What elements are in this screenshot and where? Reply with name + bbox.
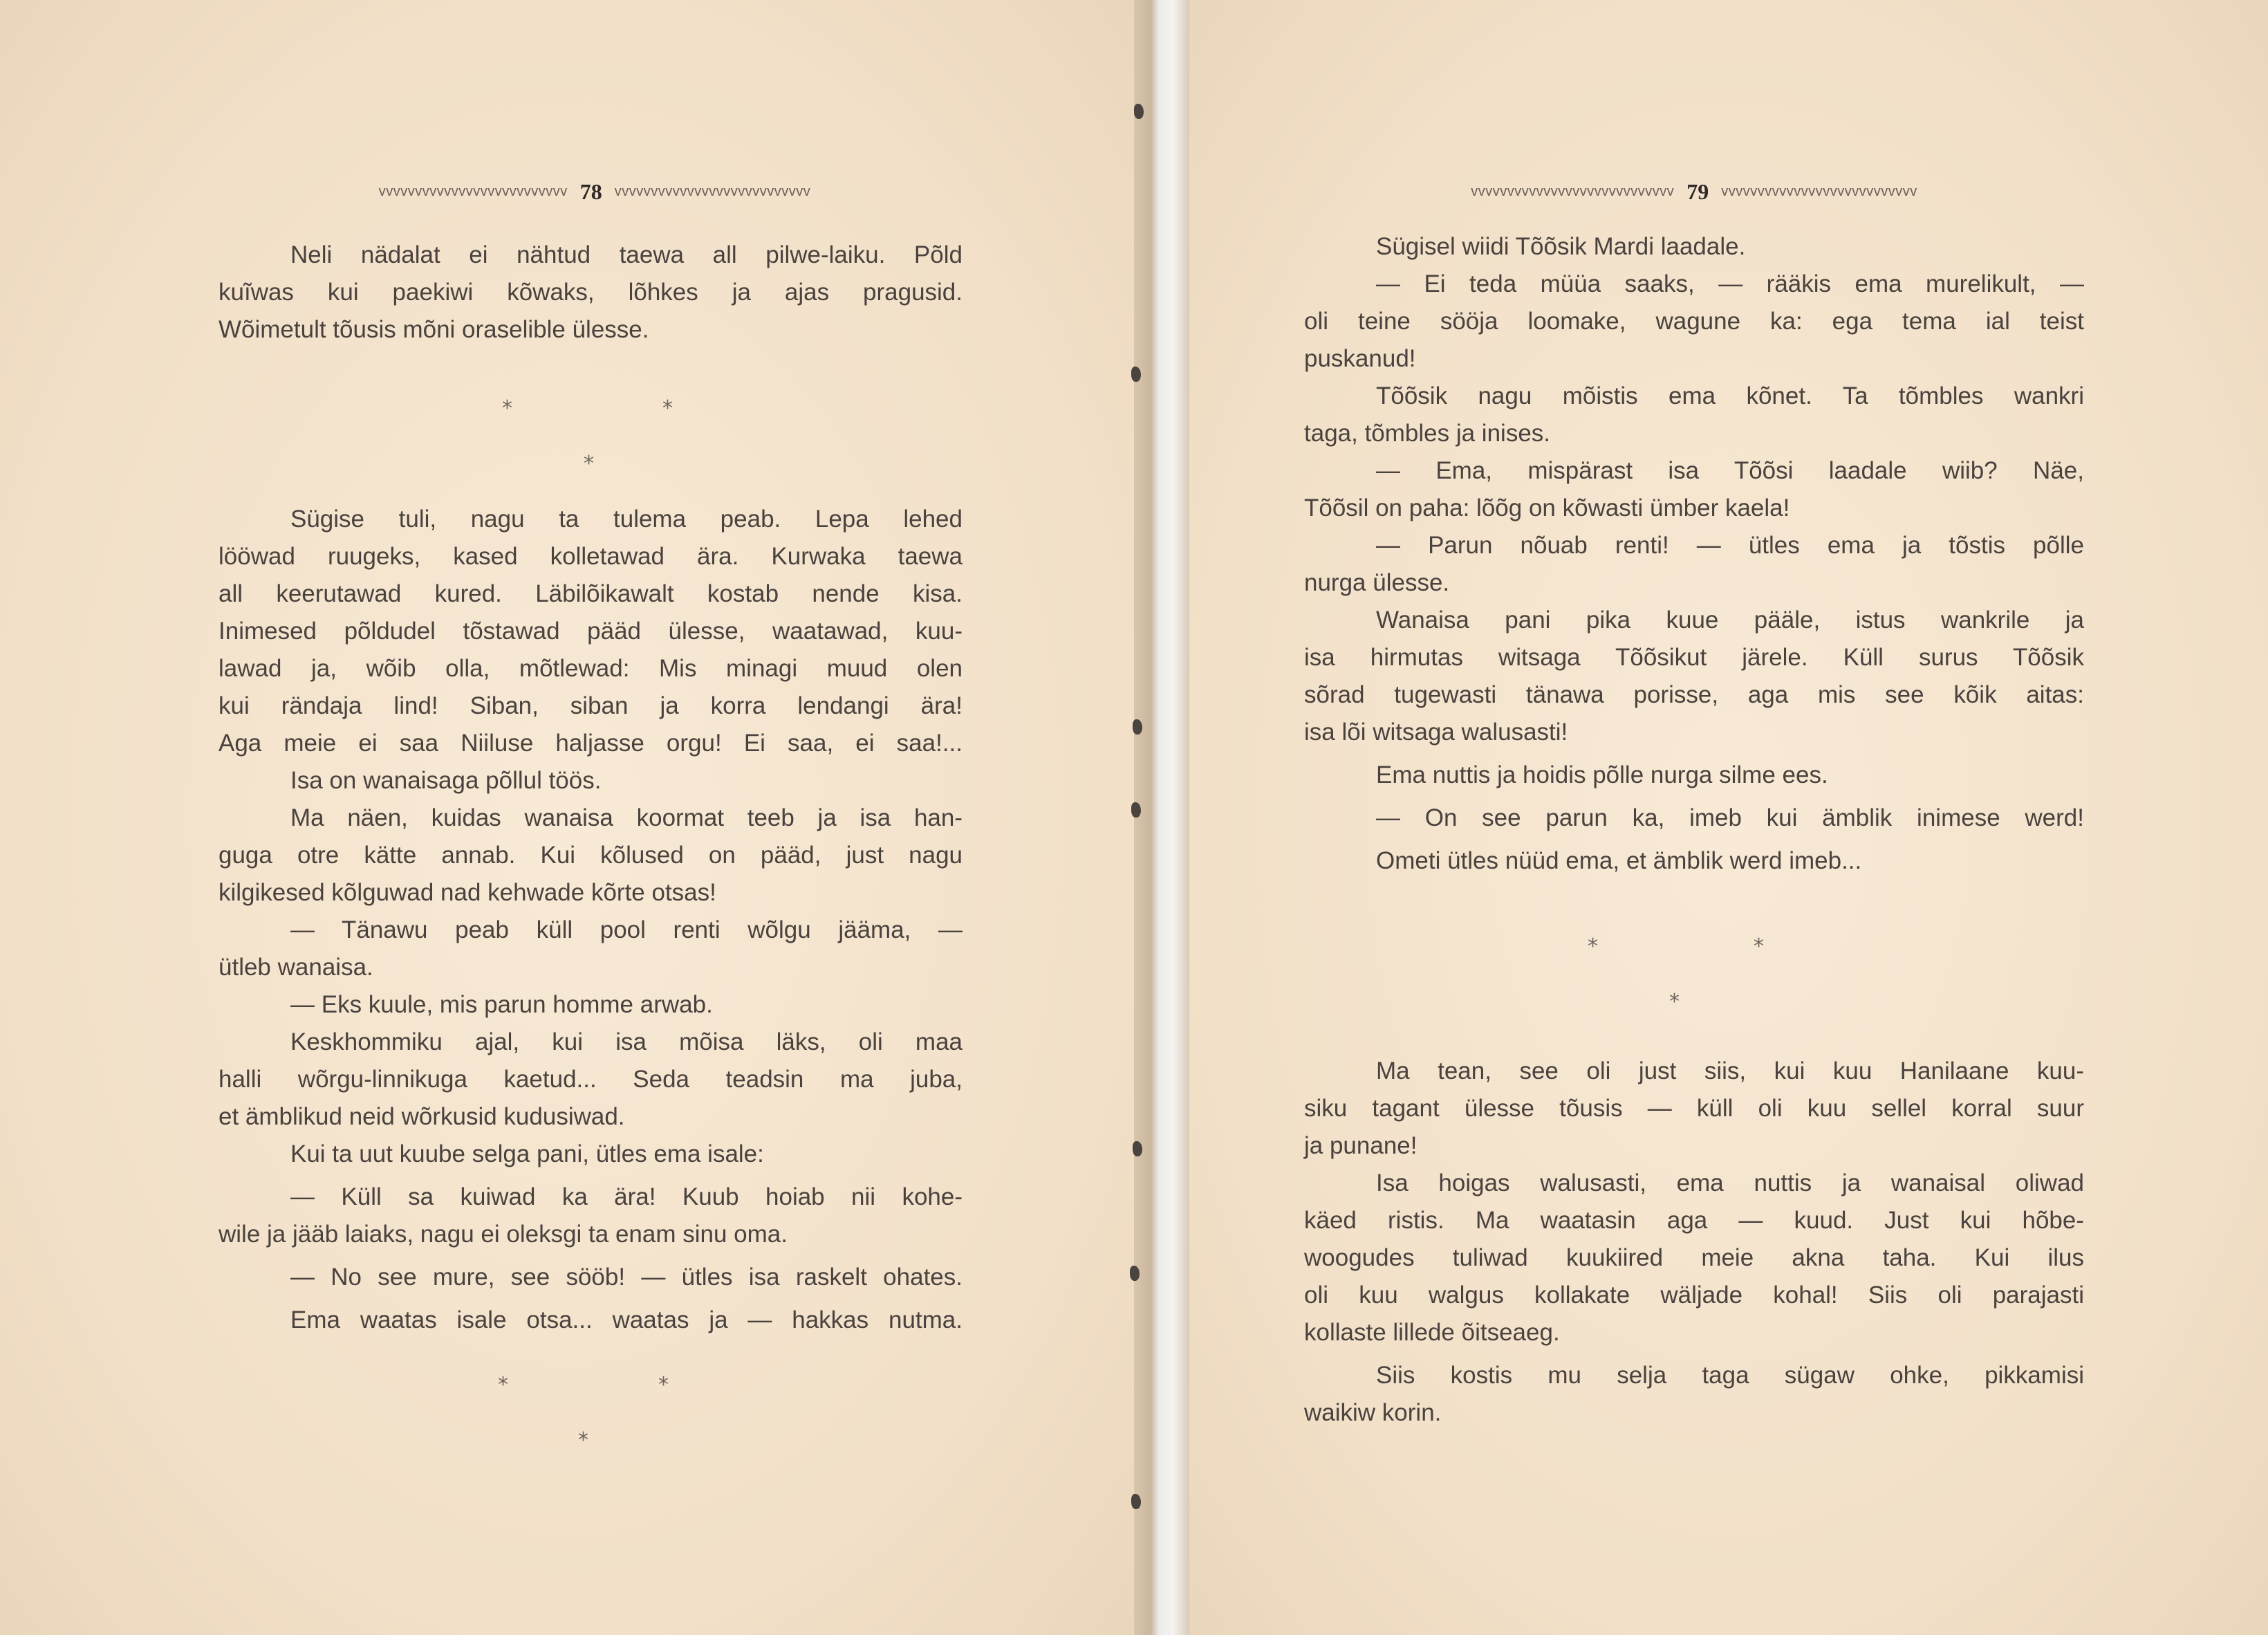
text-line: Ma näen, kuidas wanaisa koormat teeb ja isa han- bbox=[290, 804, 963, 831]
text-line: Isa hoigas walusasti, ema nuttis ja wanaisal oliwad bbox=[1376, 1170, 2084, 1197]
text-line: käed ristis. Ma waatasin aga — kuud. Just kui hõbe- bbox=[1304, 1207, 2084, 1234]
binding-thread bbox=[1133, 1141, 1142, 1156]
section-separator bbox=[219, 349, 963, 501]
text-line: nurga ülesse. bbox=[1304, 569, 1450, 596]
text-line: guga otre kätte annab. Kui kõlused on pääd, just nagu bbox=[219, 842, 963, 869]
text-line: — Tänawu peab küll pool renti wõlgu jääma, — bbox=[290, 916, 963, 943]
text-line: siku tagant ülesse tõusis — küll oli kuu sellel korral suur bbox=[1304, 1095, 2084, 1122]
text-line: Tõõsil on paha: lõõg on kõwasti ümber kaela! bbox=[1304, 495, 1790, 521]
header-ornament: vvvvvvvvvvvvvvvvvvvvvvvvvvv bbox=[614, 183, 811, 199]
text-line: Aga meie ei saa Niiluse haljasse orgu! Ei saa, ei saa!... bbox=[219, 730, 963, 757]
text-line: Tõõsik nagu mõistis ema kõnet. Ta tõmbles wankri bbox=[1376, 382, 2084, 409]
text-line: — No see mure, see sööb! — ütles isa raskelt ohates. bbox=[290, 1264, 963, 1291]
text-line: Keskhommiku ajal, kui isa mõisa läks, oli maa bbox=[290, 1028, 963, 1055]
text-line: Ma tean, see oli just siis, kui kuu Hanilaane kuu- bbox=[1376, 1057, 2084, 1084]
header-ornament: vvvvvvvvvvvvvvvvvvvvvvvvvv bbox=[378, 183, 568, 199]
text-line: taga, tõmbles ja inises. bbox=[1304, 420, 1551, 447]
page-number: 79 bbox=[1686, 178, 1709, 204]
binding-thread bbox=[1130, 1266, 1140, 1281]
text-line: et ämblikud neid wõrkusid kudusiwad. bbox=[219, 1103, 625, 1130]
binding-thread bbox=[1131, 802, 1141, 818]
text-line: waikiw korin. bbox=[1304, 1399, 1442, 1426]
text-line: lööwad ruugeks, kased kolletawad ära. Kurwaka taewa bbox=[219, 543, 963, 570]
text-line: sõrad tugewasti tänawa porisse, aga mis see kõik aitas: bbox=[1304, 681, 2084, 708]
text-line: — Küll sa kuiwad ka ära! Kuub hoiab nii kohe- bbox=[290, 1183, 963, 1210]
text-line: woogudes tuliwad kuukiired meie akna taha. Kui ilus bbox=[1304, 1244, 2084, 1271]
asterisk: * bbox=[502, 396, 512, 421]
text-line: oli teine sööja loomake, wagune ka: ega tema ial teist bbox=[1304, 308, 2084, 335]
asterisk: * bbox=[1669, 990, 1680, 1014]
text-line: kollaste lillede õitseaeg. bbox=[1304, 1319, 1560, 1346]
asterisk: * bbox=[1588, 934, 1598, 959]
binding-thread bbox=[1131, 367, 1141, 382]
text-line: lawad ja, wõib olla, mõtlewad: Mis minagi muud olen bbox=[219, 655, 963, 682]
text-line: wile ja jääb laiaks, nagu ei oleksgi ta enam sinu oma. bbox=[219, 1221, 788, 1248]
text-line: — Ei teda müüa saaks, — rääkis ema murelikult, — bbox=[1376, 270, 2084, 297]
asterisk: * bbox=[584, 452, 594, 476]
binding-thread bbox=[1131, 1494, 1141, 1509]
text-line: Wanaisa pani pika kuue pääle, istus wankrile ja bbox=[1376, 607, 2084, 634]
text-line: all keerutawad kured. Läbilõikawalt kostab nende kisa. bbox=[219, 580, 963, 607]
text-line: isa lõi witsaga walusasti! bbox=[1304, 719, 1568, 746]
text-line: Neli nädalat ei nähtud taewa all pilwe-laiku. Põld bbox=[290, 241, 963, 268]
text-line: Ometi ütles nüüd ema, et ämblik werd imeb... bbox=[1376, 847, 1862, 874]
text-line: Sügisel wiidi Tõõsik Mardi laadale. bbox=[1376, 233, 1746, 260]
page-number: 78 bbox=[579, 178, 602, 204]
text-line: puskanud! bbox=[1304, 345, 1416, 372]
text-line: kui rändaja lind! Siban, siban ja korra lendangi ära! bbox=[219, 692, 963, 719]
page-header-78 bbox=[221, 174, 968, 209]
binding-thread bbox=[1134, 104, 1144, 119]
text-line: Sügise tuli, nagu ta tulema peab. Lepa lehed bbox=[290, 506, 963, 533]
text-line: kilgikesed kõlguwad nad kehwade kõrte otsas! bbox=[219, 879, 716, 906]
page-header-79 bbox=[1293, 174, 2095, 209]
text-line: Isa on wanaisaga põllul töös. bbox=[290, 767, 602, 794]
right-page bbox=[1189, 0, 2268, 1635]
asterisk: * bbox=[662, 396, 673, 421]
text-line: Ema waatas isale otsa... waatas ja — hakkas nutma. bbox=[290, 1306, 963, 1333]
book-gutter bbox=[1134, 0, 1189, 1635]
text-line: halli wõrgu-linnikuga kaetud... Seda teadsin ma juba, bbox=[219, 1066, 963, 1093]
asterisk: * bbox=[1754, 934, 1764, 959]
text-line: — On see parun ka, imeb kui ämblik inimese werd! bbox=[1376, 804, 2084, 831]
header-ornament: vvvvvvvvvvvvvvvvvvvvvvvvvvvv bbox=[1471, 183, 1675, 199]
text-line: — Parun nõuab renti! — ütles ema ja tõstis põlle bbox=[1376, 532, 2084, 559]
left-page-body bbox=[219, 237, 963, 1491]
text-line: kuĩwas kui paekiwi kõwaks, lõhkes ja ajas pragusid. bbox=[219, 279, 963, 306]
text-line: Wõimetult tõusis mõni oraselible ülesse. bbox=[219, 316, 649, 343]
binding-thread bbox=[1133, 719, 1142, 735]
text-line: — Eks kuule, mis parun homme arwab. bbox=[290, 991, 713, 1018]
text-line: Kui ta uut kuube selga pani, ütles ema isale: bbox=[290, 1140, 764, 1167]
text-line: ja punane! bbox=[1304, 1132, 1418, 1159]
text-line: Siis kostis mu selja taga sügaw ohke, pikkamisi bbox=[1376, 1362, 2084, 1389]
right-page-body bbox=[1304, 228, 2084, 1432]
section-separator bbox=[219, 1339, 963, 1491]
header-ornament: vvvvvvvvvvvvvvvvvvvvvvvvvvv bbox=[1721, 183, 1917, 199]
text-line: oli kuu walgus kollakate wäljade kohal! Siis oli parajasti bbox=[1304, 1282, 2084, 1309]
text-line: ütleb wanaisa. bbox=[219, 954, 373, 981]
text-line: isa hirmutas witsaga Tõõsikut järele. Küll surus Tõõsik bbox=[1304, 644, 2084, 671]
asterisk: * bbox=[498, 1373, 508, 1397]
text-line: Ema nuttis ja hoidis põlle nurga silme ees. bbox=[1376, 761, 1828, 788]
text-line: — Ema, mispärast isa Tõõsi laadale wiib? Näe, bbox=[1376, 457, 2084, 484]
asterisk: * bbox=[658, 1373, 669, 1397]
text-line: Inimesed põldudel tõstawad pääd ülesse, waatawad, kuu- bbox=[219, 618, 963, 645]
asterisk: * bbox=[578, 1428, 588, 1452]
section-separator bbox=[1304, 880, 2084, 1053]
